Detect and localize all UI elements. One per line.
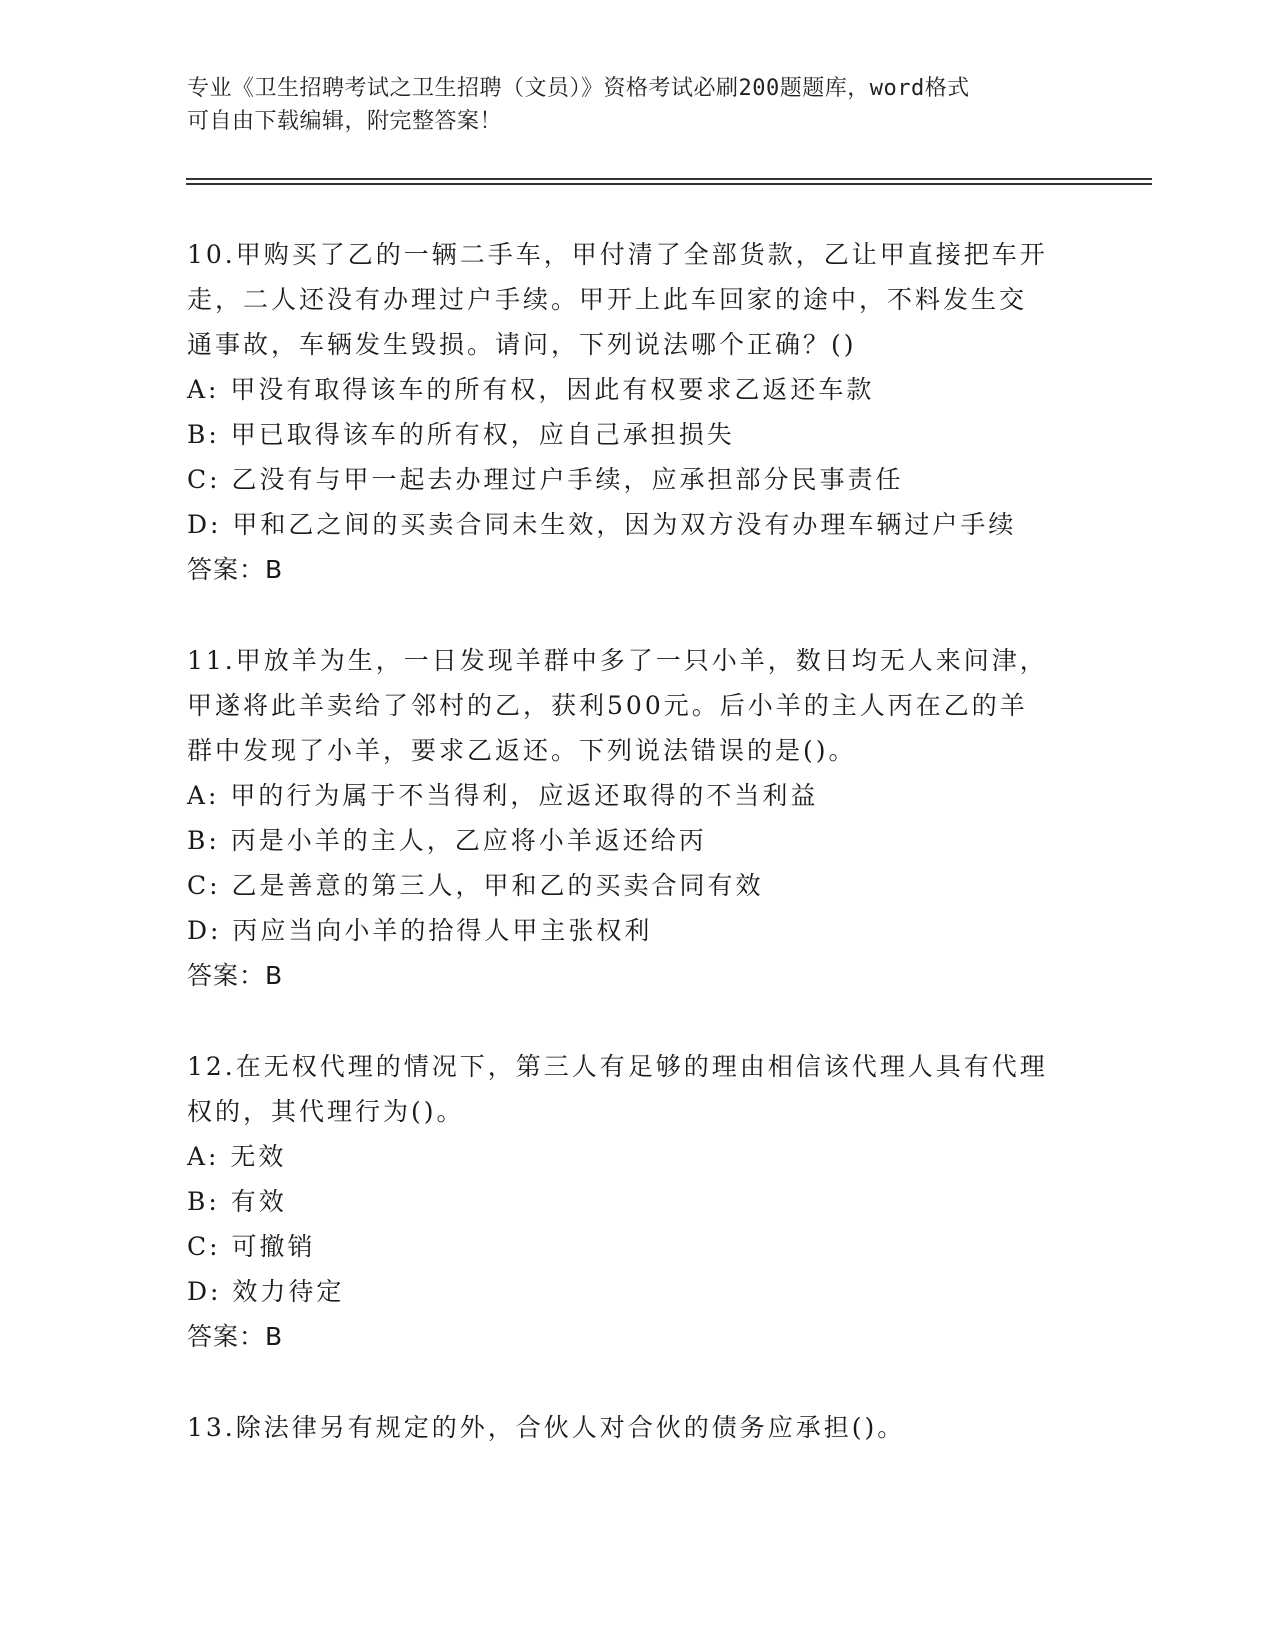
question-10 <box>187 232 1087 592</box>
question-spacer <box>187 998 1087 1044</box>
option-b: B: 丙是小羊的主人，乙应将小羊返还给丙 <box>187 826 707 855</box>
option-a: A: 无效 <box>187 1142 287 1171</box>
option-d: D: 效力待定 <box>187 1277 345 1306</box>
question-text-line: 权的，其代理行为()。 <box>187 1097 465 1126</box>
question-list <box>187 232 1087 1450</box>
question-13 <box>187 1405 1087 1450</box>
header-line-2: 可自由下载编辑，附完整答案！ <box>187 109 503 134</box>
question-text-line: 10.甲购买了乙的一辆二手车，甲付清了全部货款，乙让甲直接把车开 <box>187 240 1048 269</box>
question-11 <box>187 638 1087 998</box>
question-text-line: 通事故，车辆发生毁损。请问，下列说法哪个正确？() <box>187 330 857 359</box>
question-text-line: 甲遂将此羊卖给了邻村的乙，获利500元。后小羊的主人丙在乙的羊 <box>187 691 1028 720</box>
question-12 <box>187 1044 1087 1359</box>
option-c: C: 乙没有与甲一起去办理过户手续，应承担部分民事责任 <box>187 465 904 494</box>
option-b: B: 有效 <box>187 1187 287 1216</box>
answer: 答案：B <box>187 961 284 990</box>
option-b: B: 甲已取得该车的所有权，应自己承担损失 <box>187 420 735 449</box>
question-text-line: 11.甲放羊为生，一日发现羊群中多了一只小羊，数日均无人来问津， <box>187 646 1048 675</box>
answer: 答案：B <box>187 555 284 584</box>
header-divider-top <box>186 178 1152 180</box>
question-spacer <box>187 592 1087 638</box>
question-text-line: 12.在无权代理的情况下，第三人有足够的理由相信该代理人具有代理 <box>187 1052 1048 1081</box>
header-divider-bottom <box>186 183 1152 185</box>
header-line-1: 专业《卫生招聘考试之卫生招聘（文员）》资格考试必刷200题题库，word格式 <box>187 76 970 101</box>
question-text-line: 走，二人还没有办理过户手续。甲开上此车回家的途中，不料发生交 <box>187 285 1028 314</box>
question-spacer <box>187 1359 1087 1405</box>
option-c: C: 乙是善意的第三人，甲和乙的买卖合同有效 <box>187 871 764 900</box>
question-text-line: 13.除法律另有规定的外，合伙人对合伙的债务应承担()。 <box>187 1413 906 1442</box>
option-d: D: 丙应当向小羊的拾得人甲主张权利 <box>187 916 653 945</box>
option-d: D: 甲和乙之间的买卖合同未生效，因为双方没有办理车辆过户手续 <box>187 510 1017 539</box>
question-text-line: 群中发现了小羊，要求乙返还。下列说法错误的是()。 <box>187 736 857 765</box>
document-header <box>187 72 1087 138</box>
option-a: A: 甲没有取得该车的所有权，因此有权要求乙返还车款 <box>187 375 875 404</box>
option-c: C: 可撤销 <box>187 1232 316 1261</box>
option-a: A: 甲的行为属于不当得利，应返还取得的不当利益 <box>187 781 819 810</box>
answer: 答案：B <box>187 1322 284 1351</box>
